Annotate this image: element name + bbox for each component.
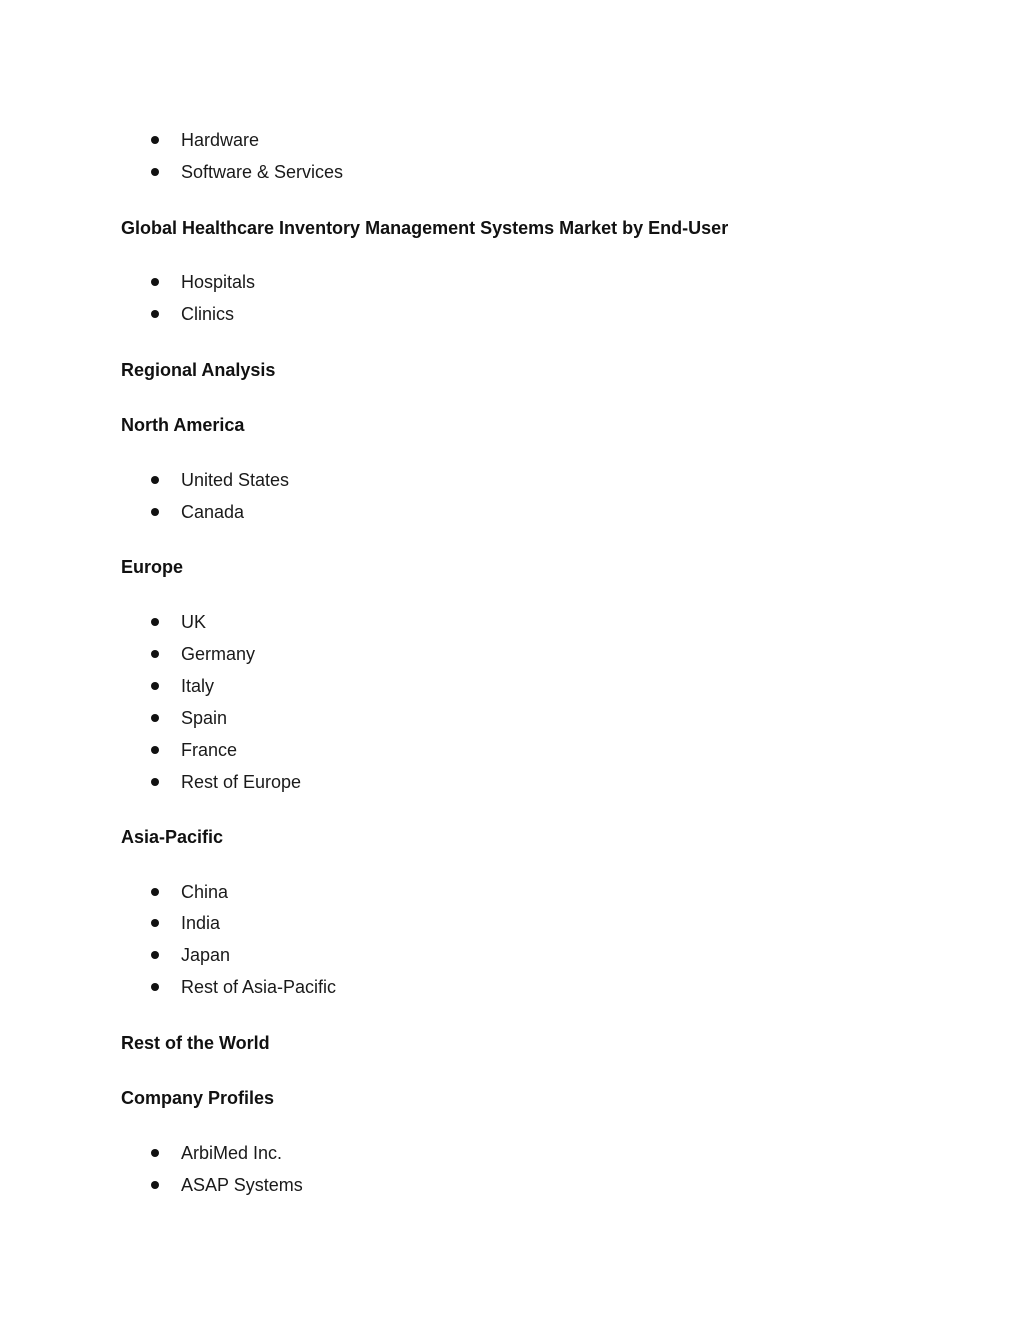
bullet-icon	[151, 778, 159, 786]
list-item-uk	[0, 610, 1024, 634]
bullet-icon	[151, 1181, 159, 1189]
list-item-text: India	[181, 913, 221, 933]
bullet-icon	[151, 1149, 159, 1157]
bullet-icon	[151, 888, 159, 896]
section-heading-text: Europe	[121, 557, 184, 577]
list-item-china	[0, 880, 1024, 904]
bullet-icon	[151, 919, 159, 927]
list-item-france	[0, 738, 1024, 762]
bullet-icon	[151, 714, 159, 722]
list-item-india	[0, 911, 1024, 935]
bullet-icon	[151, 983, 159, 991]
section-heading-rest-of-the-world	[0, 1031, 1024, 1055]
list-item-text: Rest of Asia-Pacific	[181, 977, 337, 997]
section-heading-europe	[0, 555, 1024, 579]
section-heading-text: Global Healthcare Inventory Management Systems Market by End-User	[121, 218, 729, 238]
list-item-text: UK	[181, 612, 207, 632]
list-item-text: Italy	[181, 676, 215, 696]
bullet-icon	[151, 618, 159, 626]
bullet-icon	[151, 951, 159, 959]
section-heading-text: Rest of the World	[121, 1033, 270, 1053]
list-item-arbimed	[0, 1141, 1024, 1165]
bullet-icon	[151, 310, 159, 318]
list-item-asap-systems	[0, 1173, 1024, 1197]
bullet-icon	[151, 682, 159, 690]
list-item-text: Hospitals	[181, 272, 256, 292]
list-item-hospitals	[0, 270, 1024, 294]
list-item-text: China	[181, 882, 229, 902]
list-item-text: Software & Services	[181, 162, 344, 182]
list-item-germany	[0, 642, 1024, 666]
list-item-canada	[0, 500, 1024, 524]
section-heading-regional-analysis	[0, 358, 1024, 382]
bullet-icon	[151, 278, 159, 286]
list-item-text: Hardware	[181, 130, 260, 150]
bullet-icon	[151, 476, 159, 484]
list-item-united-states	[0, 468, 1024, 492]
section-heading-text: Company Profiles	[121, 1088, 275, 1108]
list-item-text: United States	[181, 470, 290, 490]
list-item-clinics	[0, 302, 1024, 326]
list-item-text: ASAP Systems	[181, 1175, 303, 1195]
list-item-text: Germany	[181, 644, 256, 664]
bullet-icon	[151, 508, 159, 516]
section-heading-text: North America	[121, 415, 245, 435]
section-heading-end-user	[0, 216, 1024, 240]
list-item-text: Canada	[181, 502, 245, 522]
list-item-text: Japan	[181, 945, 231, 965]
section-heading-asia-pacific	[0, 825, 1024, 849]
list-item-spain	[0, 706, 1024, 730]
bullet-icon	[151, 746, 159, 754]
list-item-japan	[0, 943, 1024, 967]
list-item-text: Spain	[181, 708, 228, 728]
list-item-hardware	[0, 128, 1024, 152]
list-item-text: Clinics	[181, 304, 235, 324]
bullet-icon	[151, 136, 159, 144]
list-item-rest-of-asia-pacific	[0, 975, 1024, 999]
section-heading-north-america	[0, 413, 1024, 437]
list-item-software-services	[0, 160, 1024, 184]
bullet-icon	[151, 168, 159, 176]
list-item-text: ArbiMed Inc.	[181, 1143, 283, 1163]
bullet-icon	[151, 650, 159, 658]
list-item-text: France	[181, 740, 238, 760]
section-heading-company-profiles	[0, 1086, 1024, 1110]
list-item-rest-of-europe	[0, 770, 1024, 794]
section-heading-text: Asia-Pacific	[121, 827, 224, 847]
list-item-italy	[0, 674, 1024, 698]
list-item-text: Rest of Europe	[181, 772, 302, 792]
section-heading-text: Regional Analysis	[121, 360, 276, 380]
